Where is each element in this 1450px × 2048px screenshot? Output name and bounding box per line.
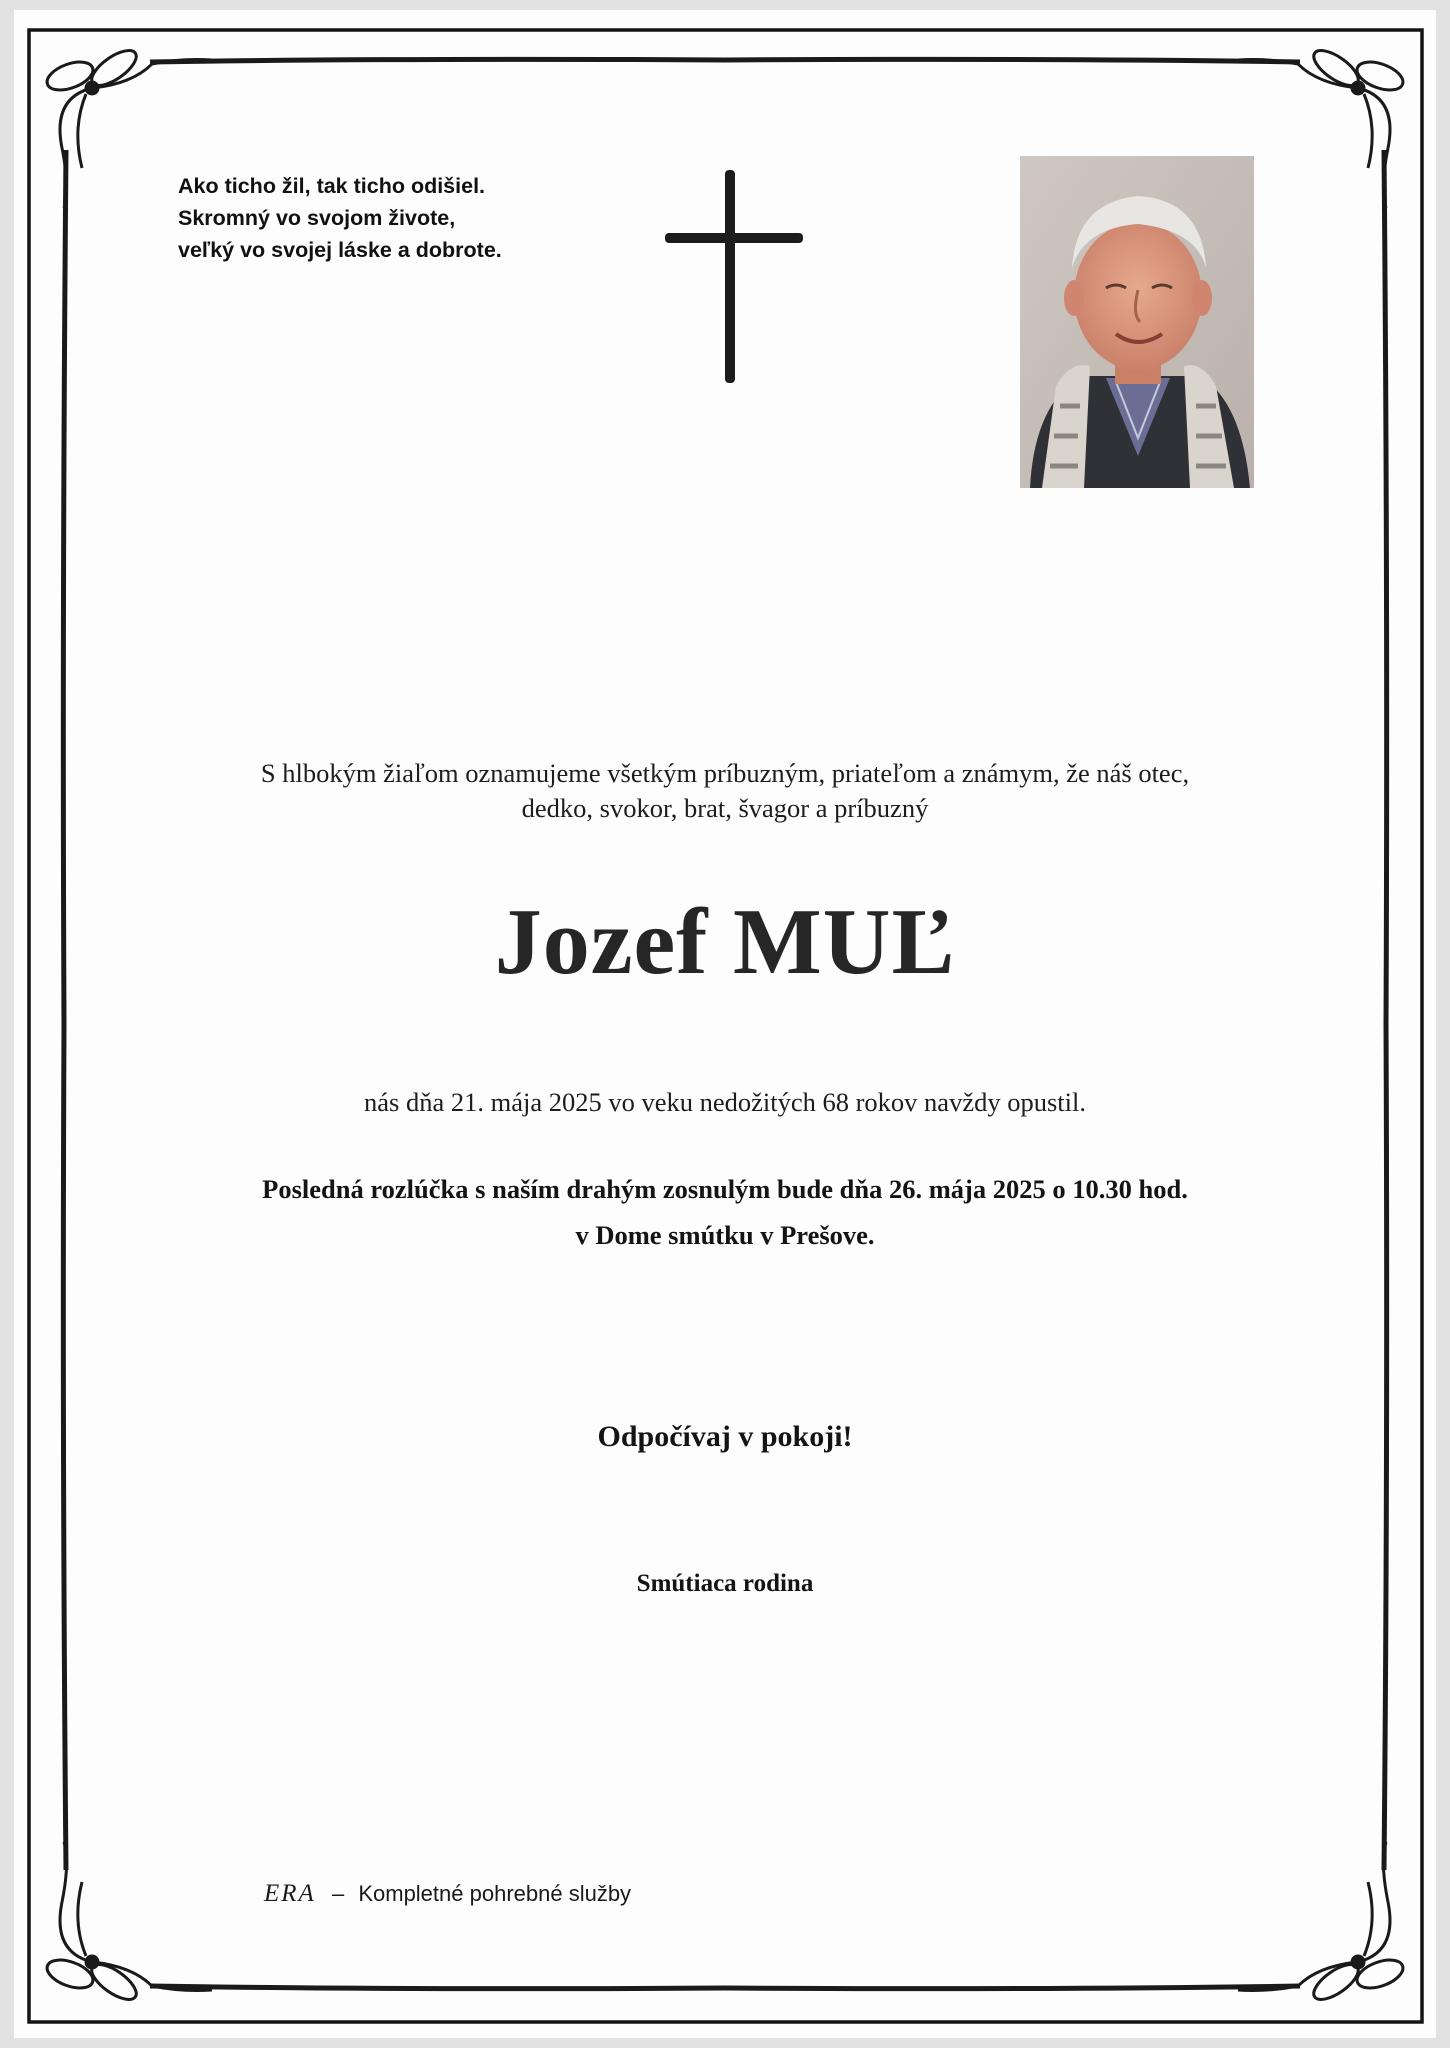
funeral-line: v Dome smútku v Prešove. bbox=[575, 1220, 875, 1250]
motto-line: Skromný vo svojom živote, bbox=[178, 206, 456, 230]
footer-credit bbox=[264, 1880, 631, 1908]
signature: Smútiaca rodina bbox=[636, 1570, 814, 1597]
closing-phrase: Odpočívaj v pokoji! bbox=[597, 1420, 853, 1453]
death-notice: nás dňa 21. mája 2025 vo veku nedožitých 68 rokov navždy opustil. bbox=[364, 1087, 1086, 1117]
motto-line: Ako ticho žil, tak ticho odišiel. bbox=[178, 174, 486, 198]
footer-dash: – bbox=[331, 1881, 345, 1906]
funeral-line: Posledná rozlúčka s naším drahým zosnulým bude dňa 26. mája 2025 o 10.30 hod. bbox=[262, 1174, 1188, 1204]
deceased-name: Jozef MUĽ bbox=[494, 890, 956, 994]
cross-icon bbox=[665, 170, 803, 383]
portrait-photo bbox=[1020, 156, 1254, 488]
intro-line: S hlbokým žiaľom oznamujeme všetkým príbuzným, priateľom a známym, že náš otec, bbox=[260, 758, 1190, 788]
funeral-details bbox=[0, 1166, 1450, 1258]
footer-text: Kompletné pohrebné služby bbox=[358, 1881, 632, 1906]
memorial-motto bbox=[178, 170, 502, 266]
motto-line: veľký vo svojej láske a dobrote. bbox=[178, 238, 502, 262]
era-logo: ERA bbox=[264, 1880, 316, 1907]
announcement-intro bbox=[0, 756, 1450, 826]
intro-line: dedko, svokor, brat, švagor a príbuzný bbox=[521, 793, 929, 823]
